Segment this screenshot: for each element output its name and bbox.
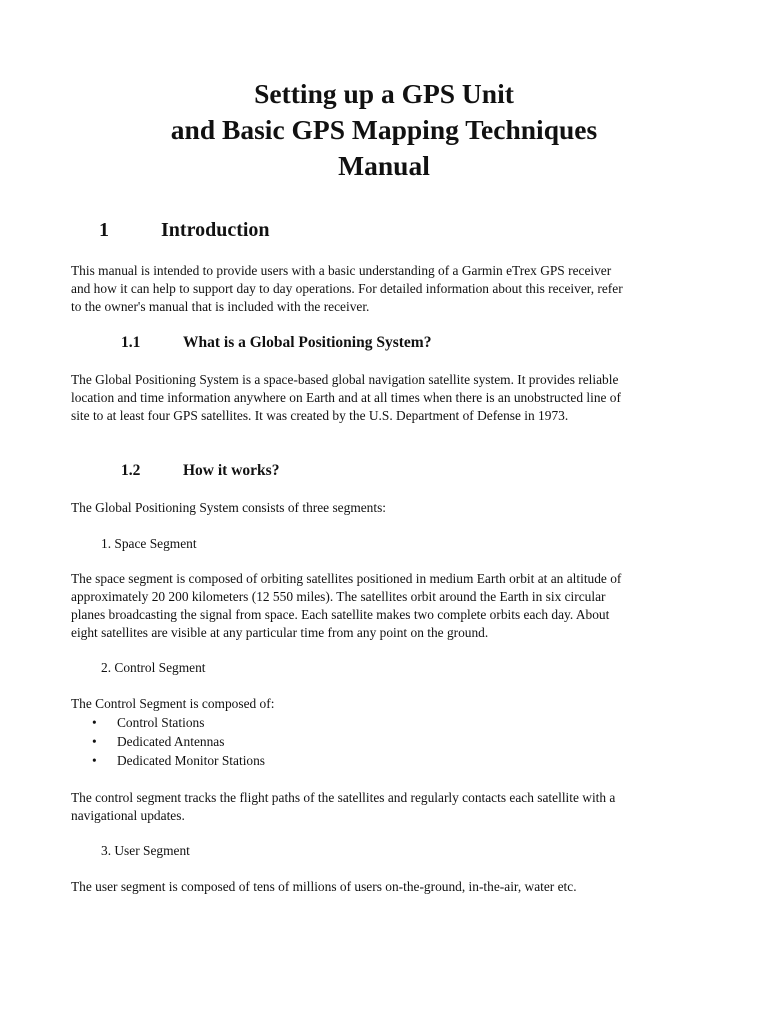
bullet-marker: •	[92, 734, 97, 749]
subsection-number: 1.2	[121, 462, 141, 479]
subsection-heading: What is a Global Positioning System?	[183, 334, 432, 351]
numbered-item-control-segment: 2. Control Segment	[101, 660, 206, 675]
gps-definition-paragraph	[71, 371, 711, 425]
intro-paragraph	[71, 262, 711, 316]
title-line-1: Setting up a GPS Unit	[254, 78, 514, 109]
numbered-item-user-segment: 3. User Segment	[101, 843, 190, 858]
control-segment-intro: The Control Segment is composed of:	[71, 696, 275, 711]
paragraph-line: and how it can help to support day to day operations. For detailed information about this receiver, refer	[71, 281, 623, 296]
paragraph-line: eight satellites are visible at any particular time from any point on the ground.	[71, 625, 489, 640]
bullet-item-control-stations: Control Stations	[117, 715, 205, 730]
title-line-2: and Basic GPS Mapping Techniques	[170, 114, 598, 145]
section-number: 1	[99, 219, 109, 241]
space-segment-paragraph	[71, 570, 711, 642]
user-segment-paragraph	[71, 878, 711, 896]
bullet-marker: •	[92, 715, 97, 730]
title-line-3: Manual	[338, 150, 430, 181]
paragraph-line: approximately 20 200 kilometers (12 550 miles). The satellites orbit around the Earth in six circular	[71, 589, 606, 604]
paragraph-line: The Global Positioning System is a space-based global navigation satellite system. It provides reliable	[71, 372, 619, 387]
paragraph-line: planes broadcasting the signal from space. Each satellite makes two complete orbits each day. About	[71, 607, 610, 622]
subsection-number: 1.1	[121, 334, 141, 351]
subsection-heading: How it works?	[183, 462, 280, 479]
paragraph-line: location and time information anywhere on Earth and at all times when there is an unobstructed line of	[71, 390, 621, 405]
paragraph-line: The space segment is composed of orbiting satellites positioned in medium Earth orbit at an altitude of	[71, 571, 622, 586]
control-segment-paragraph	[71, 789, 711, 825]
paragraph-line: The user segment is composed of tens of millions of users on-the-ground, in-the-air, water etc.	[71, 879, 577, 894]
paragraph-line: site to at least four GPS satellites. It was created by the U.S. Department of Defense in 1973.	[71, 408, 569, 423]
paragraph-line: navigational updates.	[71, 808, 185, 823]
paragraph-line: to the owner's manual that is included with the receiver.	[71, 299, 370, 314]
paragraph-line: This manual is intended to provide users with a basic understanding of a Garmin eTrex GPS receiver	[71, 263, 612, 278]
bullet-marker: •	[92, 753, 97, 768]
section-heading: Introduction	[161, 219, 270, 241]
segments-intro: The Global Positioning System consists of three segments:	[71, 500, 387, 515]
bullet-item-dedicated-monitor-stations: Dedicated Monitor Stations	[117, 753, 266, 768]
paragraph-line: The control segment tracks the flight paths of the satellites and regularly contacts each satellite with a	[71, 790, 616, 805]
bullet-item-dedicated-antennas: Dedicated Antennas	[117, 734, 225, 749]
numbered-item-space-segment: 1. Space Segment	[101, 536, 197, 551]
